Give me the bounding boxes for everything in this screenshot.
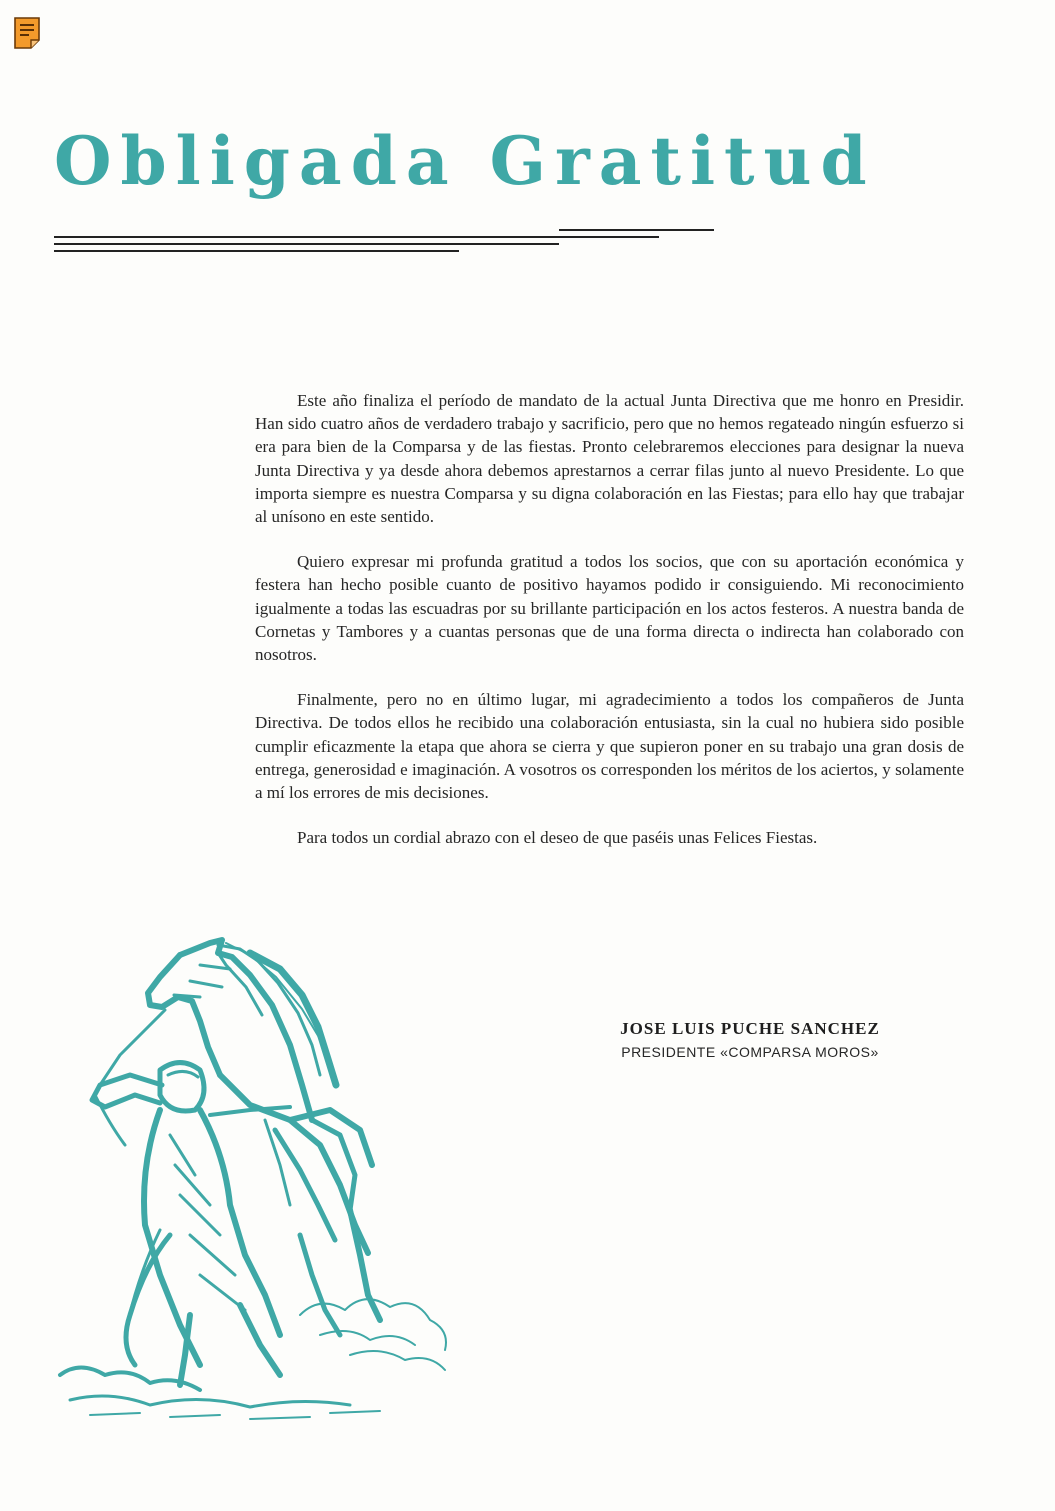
horse-and-rider-illustration xyxy=(50,935,470,1430)
paragraph: Quiero expresar mi profunda gratitud a todos los socios, que con su aportación económica y festera han hecho posible cuanto de positivo hayamos podido ir consiguiendo. Mi reconocimiento igualmente a todas las escuadras por su brillante participación en los actos festeros. A nuestra banda de Cornetas y Tambores y a cuantas personas que de una forma directa o indirecta han colaborado con nosotros. xyxy=(255,552,964,665)
paragraph: Para todos un cordial abrazo con el deseo de que paséis unas Felices Fiestas. xyxy=(297,828,818,848)
paragraph: Este año finaliza el período de mandato de la actual Junta Directiva que me honro en Presidir. Han sido cuatro años de verdadero trabajo y sacrificio, pero que no hemos regateado ningún esfuerzo si era para bien de la Comparsa y de las fiestas. Pronto celebraremos elecciones para designar la nueva Junta Directiva y ya desde ahora debemos aprestarnos a cerrar filas junto al nuevo Presidente. Lo que importa siempre es nuestra Comparsa y su digna colaboración en las Fiestas; para ello hay que trabajar al unísono en este sentido. xyxy=(255,391,964,527)
title-underline-rules xyxy=(54,226,714,256)
note-icon[interactable] xyxy=(13,16,43,50)
paragraph: Finalmente, pero no en último lugar, mi agradecimiento a todos los compañeros de Junta Directiva. De todos ellos he recibido una colaboración entusiasta, sin la cual no hubiera sido posible cumplir eficazmente la etapa que ahora se cierra y que supieron poner en su trabajo una gran dosis de entrega, generosidad e imaginación. A vosotros os corresponden los méritos de los aciertos, y solamente a mí los errores de mis decisiones. xyxy=(255,690,964,803)
page-title: Obligada Gratitud xyxy=(54,122,876,200)
letter-body xyxy=(255,389,964,871)
signature-name: JOSE LUIS PUCHE SANCHEZ xyxy=(620,1019,880,1038)
signature-block xyxy=(560,1019,940,1060)
signature-title: PRESIDENTE «COMPARSA MOROS» xyxy=(621,1044,879,1060)
